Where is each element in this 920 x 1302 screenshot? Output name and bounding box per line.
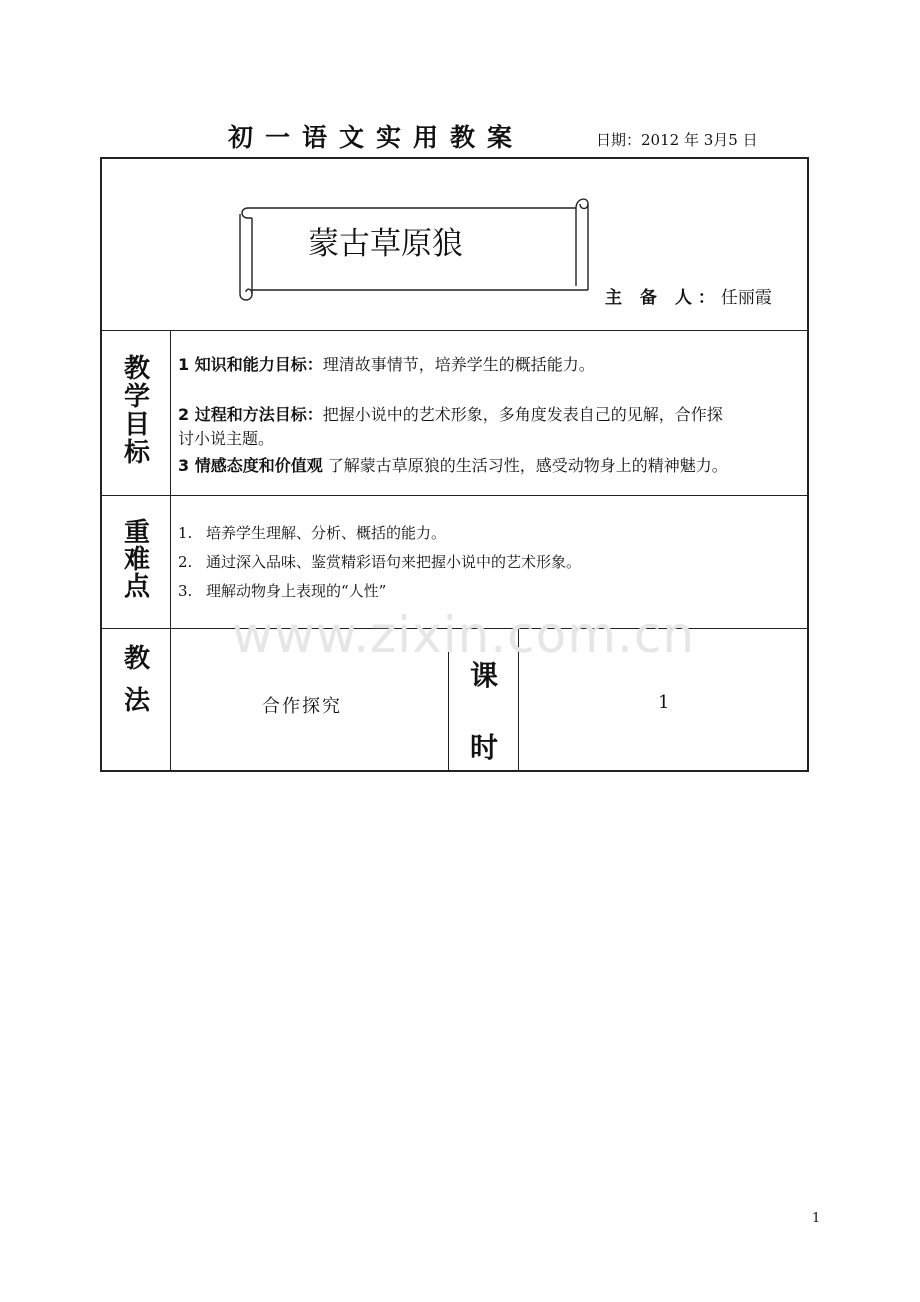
key-point-3-text: 理解动物身上表现的“人性” — [206, 582, 387, 600]
column-divider — [170, 330, 171, 772]
key-point-3-number: 3. — [178, 582, 193, 600]
objectives-label: 教 学 目 标 — [123, 354, 150, 468]
key-points-label: 重 难 点 — [123, 518, 150, 602]
objective-2 — [178, 404, 723, 426]
document-date: 日期：2012 年 3月5 日 — [596, 131, 758, 149]
lesson-title: 蒙古草原狼 — [308, 226, 463, 262]
objective-1-text: 理清故事情节，培养学生的概括能力。 — [322, 355, 595, 374]
key-point-1-text: 培养学生理解、分析、概括的能力。 — [206, 524, 447, 542]
preparer-label: 主 备 人： — [605, 288, 721, 308]
document-title: 初一语文实用教案 — [228, 123, 525, 152]
row-divider — [102, 330, 807, 331]
objective-2-text: 把握小说中的艺术形象，多角度发表自己的见解，合作探 — [322, 405, 723, 424]
key-point-1 — [178, 522, 446, 543]
period-label-char-2: 时 — [470, 731, 499, 764]
period-label-char-1: 课 — [470, 659, 499, 692]
objective-3 — [178, 455, 728, 477]
key-point-3 — [178, 580, 386, 601]
preparer — [605, 283, 772, 308]
method-label: 教 法 — [123, 644, 150, 716]
method-value: 合作探究 — [262, 696, 342, 717]
objective-3-head: 3 情感态度和价值观 — [178, 456, 323, 475]
objective-2-head: 2 过程和方法目标： — [178, 405, 323, 424]
key-point-2 — [178, 551, 581, 572]
objective-1-head: 1 知识和能力目标： — [178, 355, 323, 374]
objective-1 — [178, 354, 595, 376]
key-point-1-number: 1. — [178, 524, 193, 542]
period-value: 1 — [658, 692, 670, 713]
objective-2-continued: 讨小说主题。 — [178, 429, 275, 448]
key-point-2-text: 通过深入品味、鉴赏精彩语句来把握小说中的艺术形象。 — [206, 553, 582, 571]
watermark: www.zixin.com.cn — [232, 606, 696, 664]
row-divider — [102, 495, 807, 496]
objective-3-text: 了解蒙古草原狼的生活习性，感受动物身上的精神魅力。 — [322, 456, 728, 475]
preparer-name: 任丽霞 — [720, 288, 772, 308]
page-number: 1 — [812, 1211, 821, 1226]
key-point-2-number: 2. — [178, 553, 193, 571]
